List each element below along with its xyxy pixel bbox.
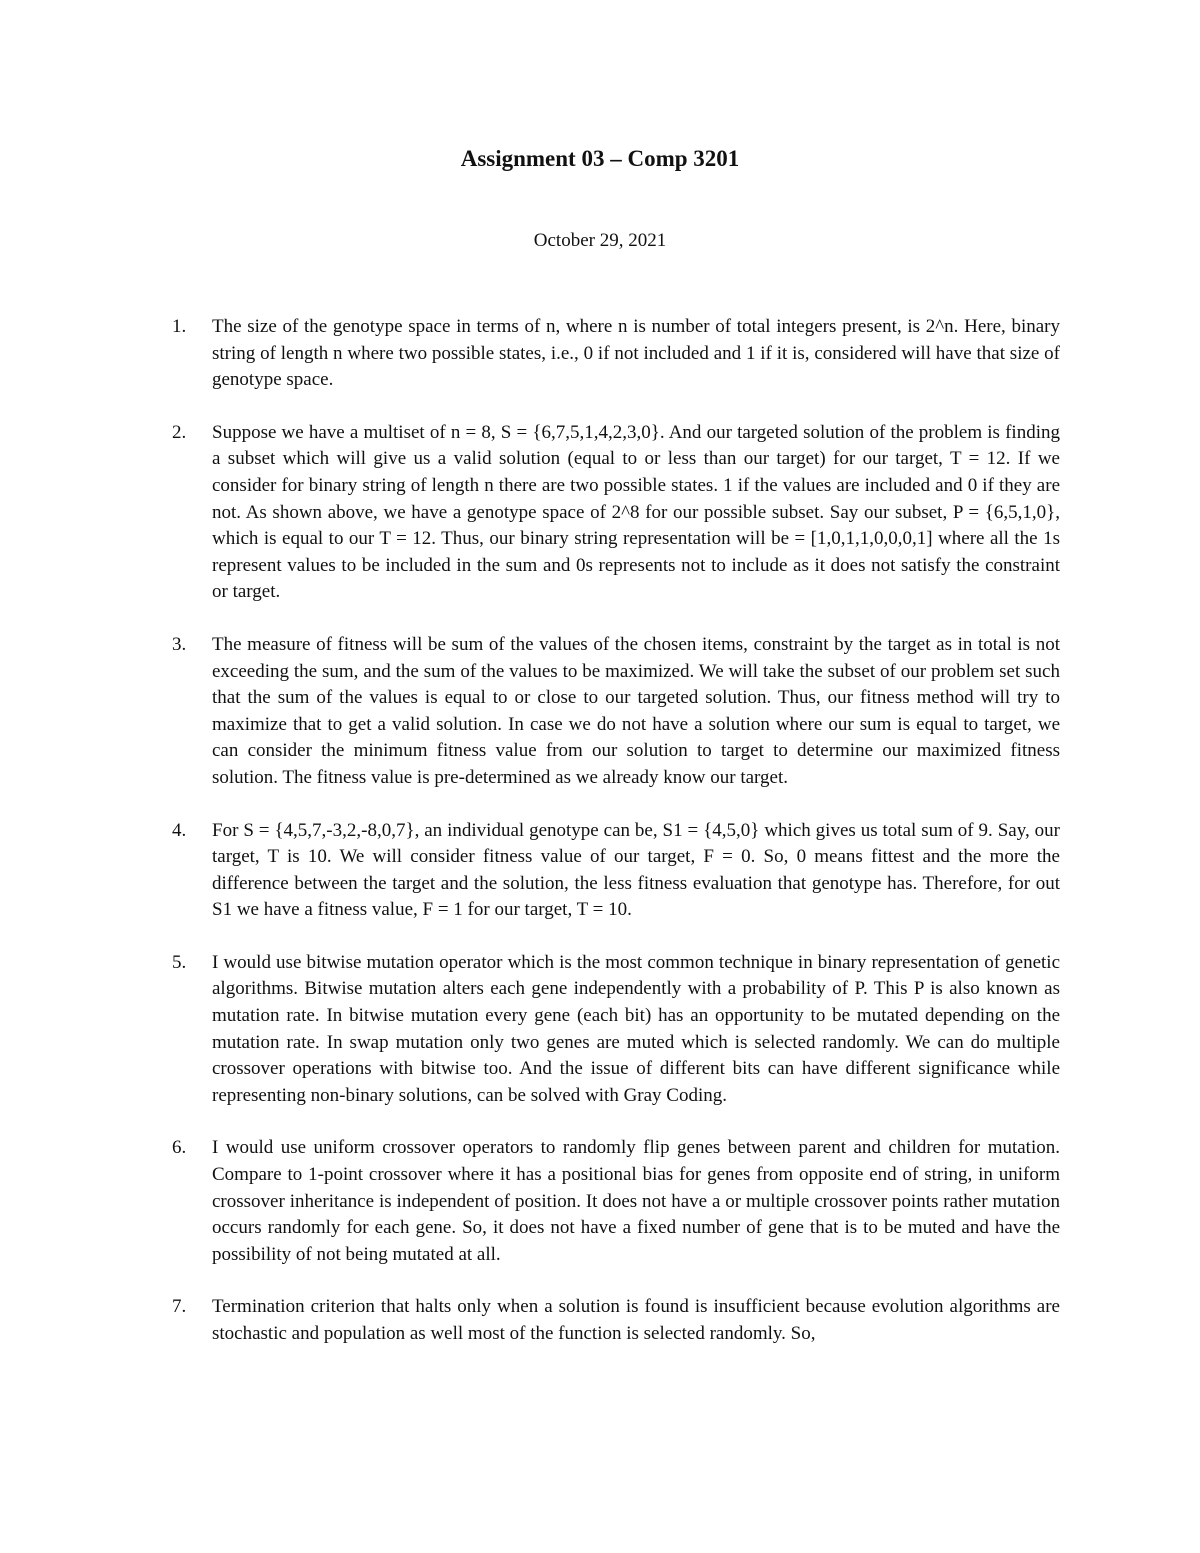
answer-text: Suppose we have a multiset of n = 8, S = {6,7,5,1,4,2,3,0}. And our targeted solution of the problem is finding a subset which will give us a valid solution (equal to or less than our target) for our target, T = 12. If we consider for binary string of length n there are two possible states. 1 if the values are included and 0 if they are not. As shown above, we have a genotype space of 2^8 for our possible subset. Say our subset, P = {6,5,1,0}, which is equal to our T = 12. Thus, our binary string representation will be = [1,0,1,1,0,0,0,1] where all the 1s represent values to be included in the sum and 0s represents not to include as it does not satisfy the constraint or target.: [212, 421, 1060, 603]
answer-number: 3.: [172, 633, 187, 655]
answer-item-3: [0, 632, 1200, 792]
answer-item-2: [0, 420, 1200, 606]
document-title: Assignment 03 – Comp 3201: [460, 146, 740, 171]
answer-item-4: [0, 818, 1200, 924]
answer-number: 1.: [172, 316, 187, 337]
answer-item-1: [0, 314, 1200, 394]
answer-number: 4.: [172, 819, 187, 841]
answer-text: I would use bitwise mutation operator which is the most common technique in binary representation of genetic algorithms. Bitwise mutation alters each gene independently with a probability of P. This P is also known as mutation rate. In bitwise mutation every gene (each bit) has an opportunity to be mutated depending on the mutation rate. In swap mutation only two genes are muted which is selected randomly. We can do multiple crossover operations with bitwise too. And the issue of different bits can have different significance while representing non-binary solutions, can be solved with Gray Coding.: [212, 951, 1060, 1106]
answer-text: The size of the genotype space in terms of n, where n is number of total integers present, is 2^n. Here, binary string of length n where two possible states, i.e., 0 if not included and 1 if it is, considered will have that size of genotype space.: [212, 316, 1060, 391]
answer-list: [0, 314, 1200, 1374]
answer-text: I would use uniform crossover operators to randomly flip genes between parent and children for mutation. Compare to 1-point crossover where it has a positional bias for genes from opposite end of string, in uniform crossover inheritance is independent of position. It does not have a or multiple crossover points rather mutation occurs randomly for each gene. So, it does not have a fixed number of gene that is to be muted and have the possibility of not being mutated at all.: [212, 1137, 1060, 1265]
document-date: October 29, 2021: [533, 230, 667, 251]
answer-item-7: [0, 1294, 1200, 1347]
answer-text: For S = {4,5,7,-3,2,-8,0,7}, an individual genotype can be, S1 = {4,5,0} which gives us total sum of 9. Say, our target, T is 10. We will consider fitness value of our target, F = 0. So, 0 means fittest and the more the difference between the target and the solution, the less fitness evaluation that genotype has. Therefore, for out S1 we have a fitness value, F = 1 for our target, T = 10.: [212, 819, 1060, 921]
answer-number: 2.: [172, 421, 187, 443]
answer-text: Termination criterion that halts only when a solution is found is insufficient because evolution algorithms are stochastic and population as well most of the function is selected randomly. So,: [212, 1296, 1060, 1344]
answer-number: 5.: [172, 951, 187, 973]
answer-item-5: [0, 950, 1200, 1110]
answer-text: The measure of fitness will be sum of the values of the chosen items, constraint by the target as in total is not exceeding the sum, and the sum of the values to be maximized. We will take the subset of our problem set such that the sum of the values is equal to or close to our targeted solution. Thus, our fitness method will try to maximize that to get a valid solution. In case we do not have a solution where our sum is equal to target, we can consider the minimum fitness value from our solution to target to determine our maximized fitness solution. The fitness value is pre-determined as we already know our target.: [212, 633, 1060, 788]
answer-number: 7.: [172, 1296, 187, 1318]
answer-item-6: [0, 1135, 1200, 1268]
answer-number: 6.: [172, 1137, 187, 1159]
